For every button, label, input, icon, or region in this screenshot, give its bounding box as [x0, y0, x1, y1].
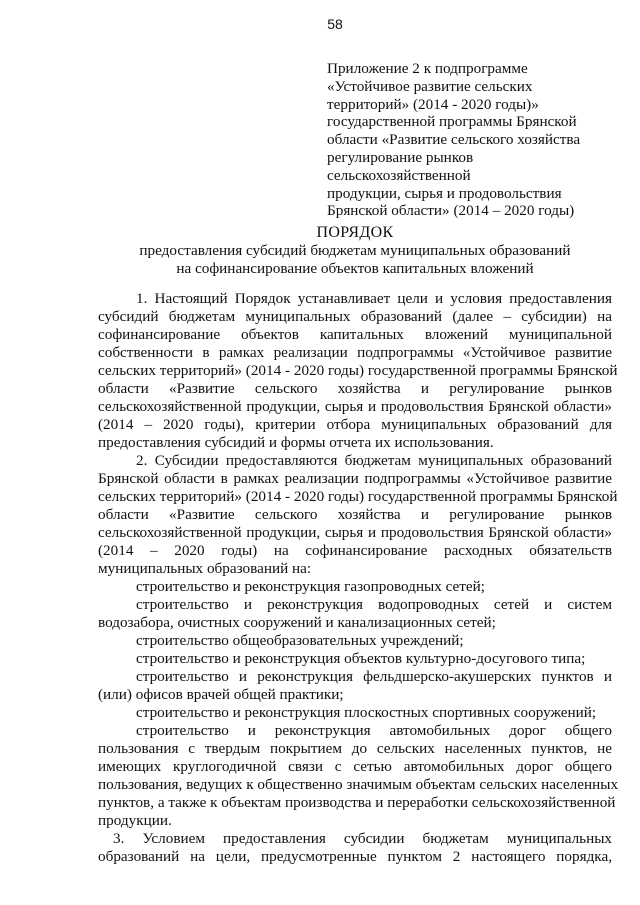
list-item-line: имеющих круглогодичной связи с сетью автомобильных дорог общего [98, 758, 612, 775]
appendix-line: регулирование рынков [327, 148, 474, 166]
list-item-line: строительство общеобразовательных учреждений; [136, 632, 464, 649]
list-item-line: строительство и реконструкция автомобильных дорог общего [136, 722, 612, 739]
paragraph-1-line: 1. Настоящий Порядок устанавливает цели и условия предоставления [136, 290, 612, 307]
paragraph-3-line: образований на цели, предусмотренные пунктом 2 настоящего порядка, [98, 848, 612, 865]
paragraph-1-line: субсидий бюджетам муниципальных образований (далее – субсидии) на [98, 308, 612, 325]
list-item-line: строительство и реконструкция объектов культурно-досугового типа; [136, 650, 586, 667]
list-item-line: продукции. [98, 812, 172, 829]
paragraph-1-line: сельскохозяйственной продукции, сырья и продовольствия Брянской области» [98, 398, 612, 415]
list-item-line: водозабора, очистных сооружений и канализационных сетей; [98, 614, 496, 631]
paragraph-2-line: 2. Субсидии предоставляются бюджетам муниципальных образований [136, 452, 612, 469]
subtitle-line: на софинансирование объектов капитальных вложений [176, 260, 534, 277]
appendix-line: территорий» (2014 - 2020 годы)» [327, 95, 539, 113]
list-item-line: строительство и реконструкция фельдшерско-акушерских пунктов и [136, 668, 612, 685]
appendix-header [327, 60, 617, 220]
paragraph-1-line: собственности в рамках реализации подпрограммы «Устойчивое развитие [98, 344, 612, 361]
paragraph-2-line: сельскохозяйственной продукции, сырья и продовольствия Брянской области» [98, 524, 612, 541]
paragraph-2-line: сельских территорий» (2014 - 2020 годы) государственной программы Брянской [98, 488, 618, 505]
paragraph-1-line: предоставления субсидий и формы отчета их использования. [98, 434, 494, 451]
appendix-line: области «Развитие сельского хозяйства [327, 131, 581, 149]
appendix-line: сельскохозяйственной [327, 166, 471, 184]
list-item-line: строительство и реконструкция водопроводных сетей и систем [136, 596, 612, 613]
subtitle-line: предоставления субсидий бюджетам муниципальных образований [139, 242, 571, 259]
paragraph-2-line: (2014 – 2020 годы) на софинансирование расходных обязательств [98, 542, 612, 559]
list-item-line: пунктов, а также к объектам производства и переработки сельскохозяйственной [98, 794, 616, 811]
appendix-line: «Устойчивое развитие сельских [327, 77, 533, 95]
paragraph-1-line: области «Развитие сельского хозяйства и регулирование рынков [98, 380, 612, 397]
list-item-line: строительство и реконструкция газопроводных сетей; [136, 578, 486, 595]
appendix-line: Приложение 2 к подпрограмме [327, 60, 528, 77]
appendix-line: Брянской области» (2014 – 2020 годы) [327, 202, 575, 220]
list-item-line: пользования с твердым покрытием до сельских населенных пунктов, не [98, 740, 612, 757]
paragraph-3-line: 3. Условием предоставления субсидии бюджетам муниципальных [113, 830, 612, 847]
page-number: 58 [327, 16, 343, 32]
list-item-line: пользования, ведущих к общественно значимым объектам сельских населенных [98, 776, 619, 793]
paragraph-2-line: Брянской области в рамках реализации подпрограммы «Устойчивое развитие [98, 470, 612, 487]
document-title: ПОРЯДОК [316, 224, 394, 241]
paragraph-1-line: (2014 – 2020 годы), критерии отбора муниципальных образований для [98, 416, 612, 433]
paragraph-2-line: муниципальных образований на: [98, 560, 312, 577]
list-item-line: строительство и реконструкция плоскостных спортивных сооружений; [136, 704, 597, 721]
paragraph-2-line: области «Развитие сельского хозяйства и регулирование рынков [98, 506, 612, 523]
paragraph-1-line: софинансирование объектов капитальных вложений муниципальной [98, 326, 612, 343]
document-body [98, 290, 619, 866]
appendix-line: продукции, сырья и продовольствия [327, 184, 562, 202]
appendix-line: государственной программы Брянской [327, 113, 577, 131]
list-item-line: (или) офисов врачей общей практики; [98, 686, 344, 703]
paragraph-1-line: сельских территорий» (2014 - 2020 годы) государственной программы Брянской [98, 362, 618, 379]
document-subtitle [98, 242, 612, 278]
